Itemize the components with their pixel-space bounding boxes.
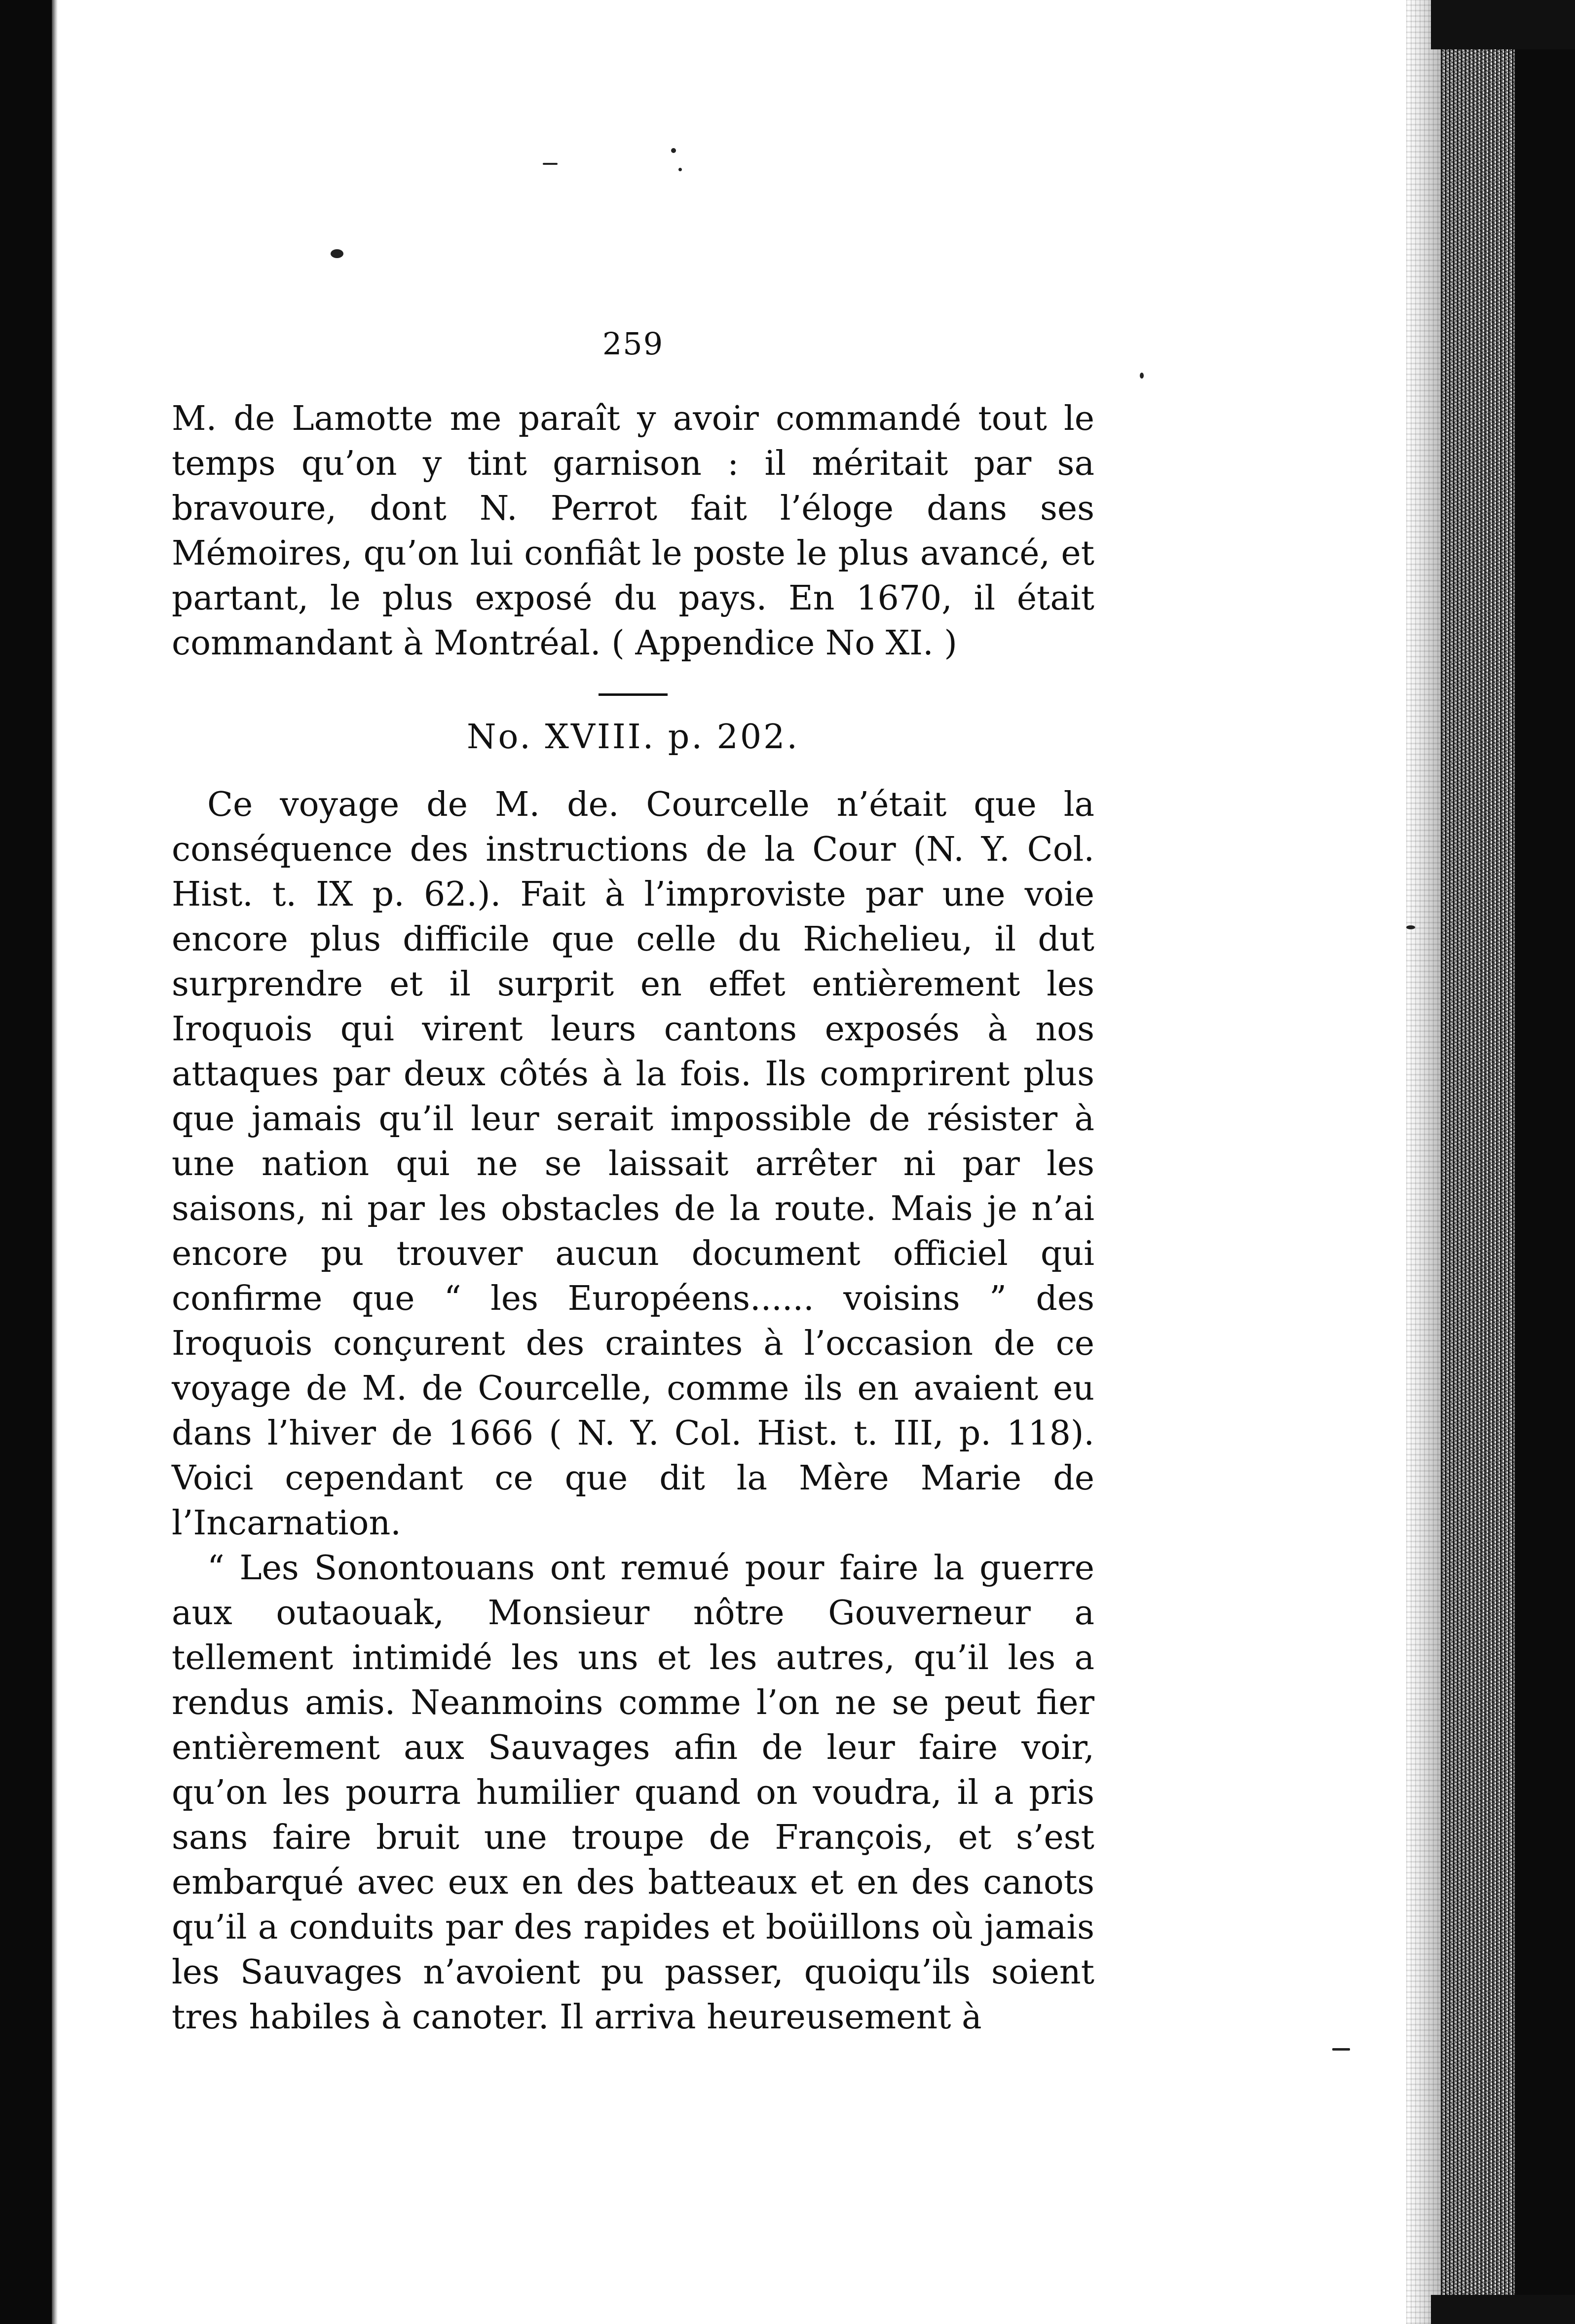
section-divider	[599, 693, 668, 696]
ink-speck	[331, 249, 343, 258]
scan-noise-right	[1441, 49, 1515, 2295]
page-body	[172, 326, 1094, 2040]
ink-speck	[1332, 2048, 1350, 2051]
page-number: 259	[602, 326, 664, 362]
ink-speck	[1406, 925, 1415, 929]
scan-corner-bottom-right	[1431, 2295, 1575, 2324]
scan-corner-top-right	[1431, 0, 1575, 49]
binding-edge-left	[52, 0, 58, 2324]
ink-speck	[671, 148, 676, 153]
paragraph-quotation: “ Les Sonontouans ont remué pour faire la guerre aux outaouak, Monsieur nôtre Gouverneur a tellement intimidé les uns et les autres, qu’il les a rendus amis. Neanmoins comme l’on ne se peut fier entièrement aux Sauvages afin de leur faire voir, qu’on les pourra humilier quand on voudra, il a pris sans faire bruit une troupe de François, et s’est embarqué avec eux en des batteaux et en des canots qu’il a conduits par des rapides et boüillons où jamais les Sauvages n’avoient pu passer, quoiqu’ils soient tres habiles à canoter. Il arriva heureusement à	[172, 1549, 1094, 2037]
ink-speck	[678, 168, 682, 171]
paragraph-lamotte: M. de Lamotte me paraît y avoir commandé tout le temps qu’on y tint garnison : il méritait par sa bravoure, dont N. Perrot fait l’éloge dans ses Mémoires, qu’on lui confiât le poste le plus avancé, et partant, le plus exposé du pays. En 1670, il était commandant à Montréal. ( Appendice No XI. )	[172, 399, 1094, 663]
ink-speck	[543, 163, 558, 165]
page-gutter-right	[1406, 0, 1441, 2324]
binding-shadow-left	[0, 0, 52, 2324]
scan-border-right	[1515, 0, 1575, 2324]
paragraph-courcelle-voyage: Ce voyage de M. de. Courcelle n’était que la conséquence des instructions de la Cour (N. Y. Col. Hist. t. IX p. 62.). Fait à l’improviste par une voie encore plus difficile que celle du Richelieu, il dut surprendre et il surprit en effet entièrement les Iroquois qui virent leurs cantons exposés à nos attaques par deux côtés à la fois. Ils comprirent plus que jamais qu’il leur serait impossible de résister à une nation qui ne se laissait arrêter ni par les saisons, ni par les obstacles de la route. Mais je n’ai encore pu trouver aucun document officiel qui confirme que “ les Européens...... voisins ” des Iroquois conçurent des craintes à l’occasion de ce voyage de M. de Courcelle, comme ils en avaient eu dans l’hiver de 1666 ( N. Y. Col. Hist. t. III, p. 118). Voici cependant ce que dit la Mère Marie de l’Incarnation.	[172, 785, 1094, 1543]
ink-speck	[1140, 373, 1144, 379]
section-heading: No. XVIII. p. 202.	[467, 718, 799, 757]
